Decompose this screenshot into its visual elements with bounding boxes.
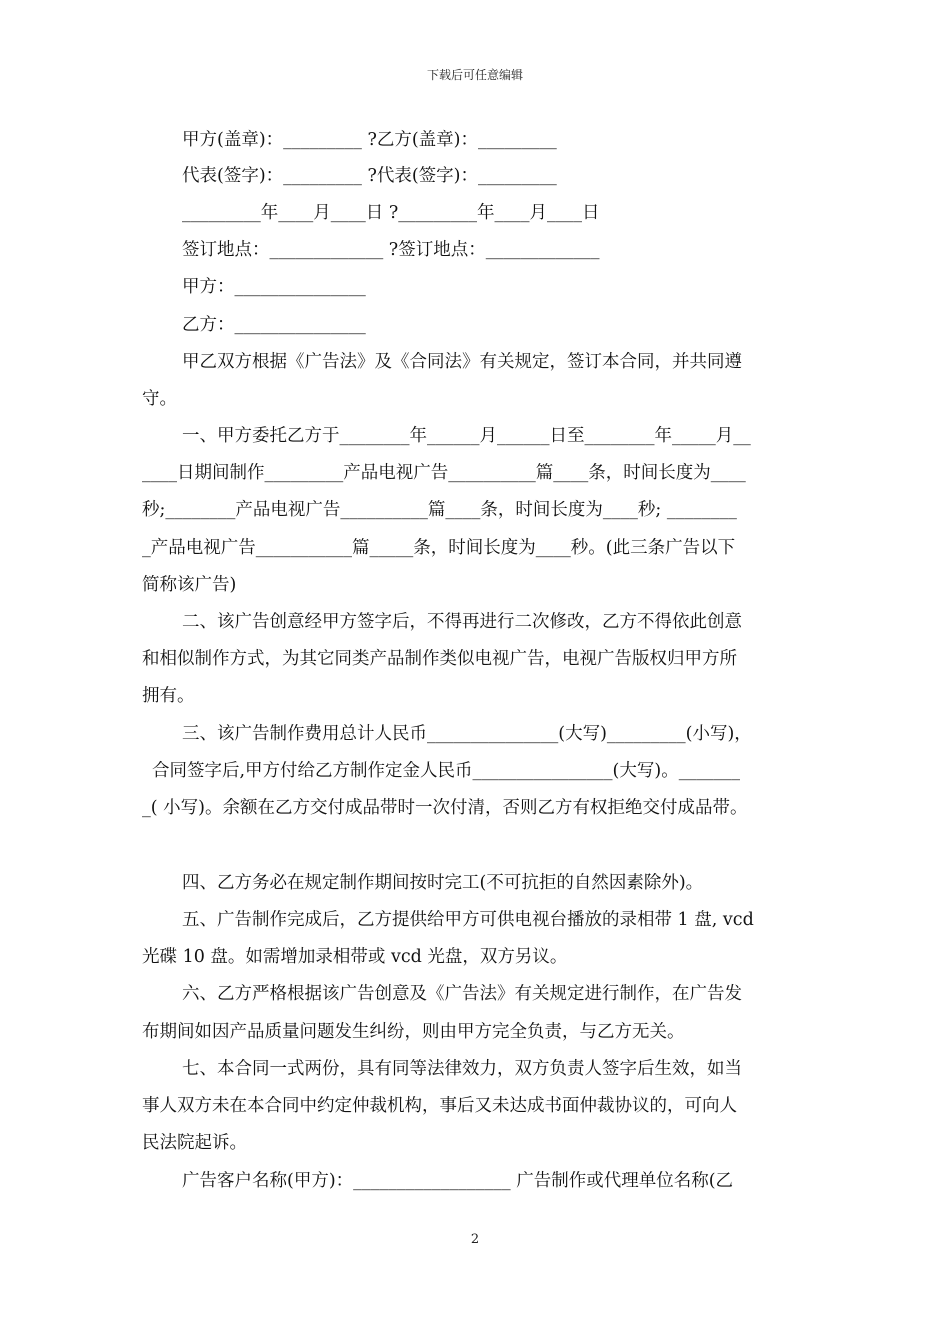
clause-3-line: _( 小写)。余额在乙方交付成品带时一次付清，否则乙方有权拒绝交付成品带。 [142, 798, 748, 818]
signature-location: 签订地点：_____________ ?签订地点：_____________ [182, 240, 600, 260]
party-a-line: 甲方：_______________ [182, 277, 366, 297]
clause-1-line: ____日期间制作_________产品电视广告__________篇____条，时间长度为____ [142, 463, 746, 483]
clause-4-line: 四、乙方务必在规定制作期间按时完工(不可抗拒的自然因素除外)。 [182, 873, 704, 893]
signature-date: _________年____月____日 ?_________年____月____日 [182, 203, 600, 223]
clause-2-line: 和相似制作方式，为其它同类产品制作类似电视广告，电视广告版权归甲方所 [142, 649, 737, 669]
clause-1-line: 秒;________产品电视广告__________篇____条，时间长度为____秒; ________ [142, 500, 737, 520]
clause-3-line: 合同签字后,甲方付给乙方制作定金人民币________________(大写)。_______ [152, 761, 740, 781]
clause-6-line: 六、乙方严格根据该广告创意及《广告法》有关规定进行制作，在广告发 [182, 984, 742, 1004]
clause-7-line: 七、本合同一式两份，具有同等法律效力，双方负责人签字后生效，如当 [182, 1059, 742, 1079]
clause-6-line: 布期间如因产品质量问题发生纠纷，则由甲方完全负责，与乙方无关。 [142, 1022, 685, 1042]
party-b-line: 乙方：_______________ [182, 315, 366, 335]
preamble-line: 甲乙双方根据《广告法》及《合同法》有关规定，签订本合同，并共同遵 [182, 352, 742, 372]
page-header: 下载后可任意编辑 [426, 68, 523, 82]
clause-2-line: 拥有。 [142, 686, 195, 706]
clause-2-line: 二、该广告创意经甲方签字后，不得再进行二次修改，乙方不得依此创意 [182, 612, 742, 632]
client-name-line: 广告客户名称(甲方)：__________________ 广告制作或代理单位名称(乙 [182, 1171, 734, 1191]
clause-5-line: 五、广告制作完成后，乙方提供给甲方可供电视台播放的录相带 1 盘, vcd [182, 910, 754, 930]
clause-7-line: 事人双方未在本合同中约定仲裁机构，事后又未达成书面仲裁协议的，可向人 [142, 1096, 737, 1116]
page-number: 2 [470, 1232, 480, 1247]
clause-5-line: 光碟 10 盘。如需增加录相带或 vcd 光盘，双方另议。 [142, 947, 568, 967]
preamble-line: 守。 [142, 389, 177, 409]
signature-party-a-seal: 甲方(盖章)：_________ ?乙方(盖章)：_________ [182, 130, 557, 150]
clause-7-line: 民法院起诉。 [142, 1133, 247, 1153]
clause-1-line: 简称该广告) [142, 575, 237, 595]
signature-representative: 代表(签字)：_________ ?代表(签字)：_________ [182, 166, 557, 186]
clause-1-line: 一、甲方委托乙方于________年______月______日至________年_____月__ [182, 426, 751, 446]
clause-3-line: 三、该广告制作费用总计人民币_______________(大写)_________(小写)， [182, 724, 752, 744]
clause-1-line: _产品电视广告___________篇_____条，时间长度为____秒。(此三条广告以下 [142, 538, 736, 558]
